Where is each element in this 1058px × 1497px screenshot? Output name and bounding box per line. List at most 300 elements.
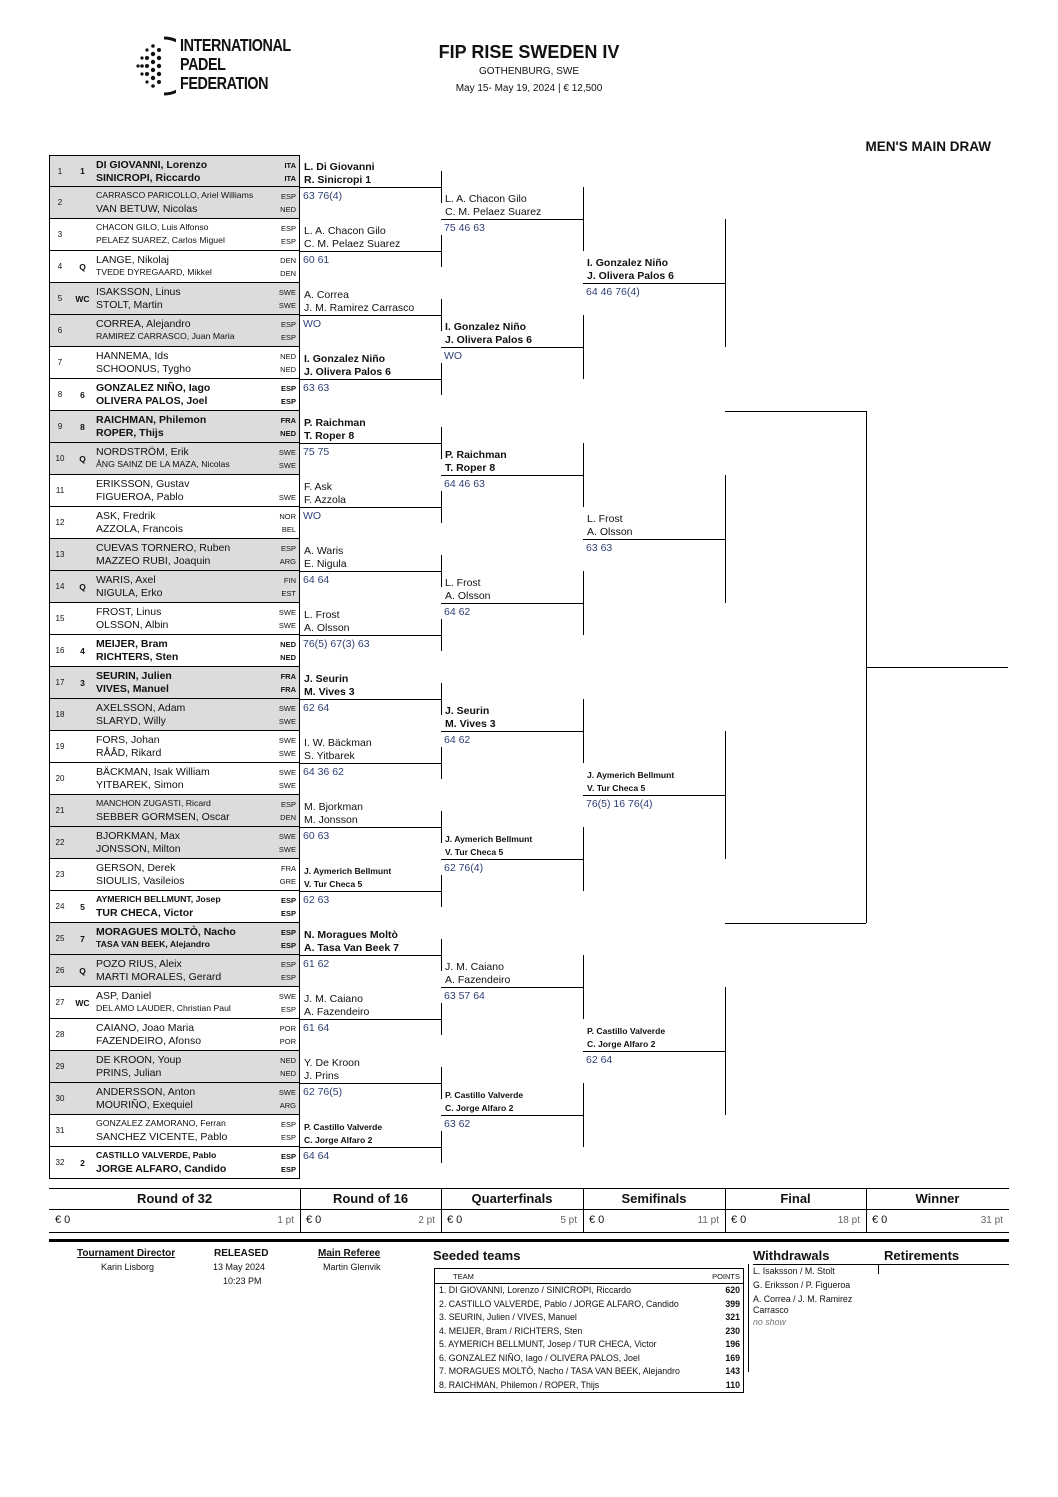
event-dates: May 15- May 19, 2024 | € 12,500	[455, 83, 603, 94]
seed-label	[70, 603, 95, 634]
player-name: AZZOLA, Francois	[96, 523, 183, 535]
bracket-line	[583, 1083, 584, 1147]
draw-row	[49, 315, 300, 347]
winner-name: J. Aymerich Bellmunt	[445, 834, 533, 844]
director-name: Karin Lisborg	[101, 1262, 155, 1272]
seed-label	[70, 187, 95, 218]
bracket-line	[583, 315, 584, 379]
player-name: RICHTERS, Sten	[96, 651, 179, 663]
winner-name: V. Tur Checa 5	[304, 879, 363, 889]
ipf-logo	[128, 34, 298, 98]
player-nation: SWE	[278, 288, 296, 297]
winner-name: F. Ask	[304, 481, 333, 493]
winner-name: J. Aymerich Bellmunt	[587, 770, 675, 780]
player-name: MARTI MORALES, Gerard	[96, 971, 222, 983]
bracket-line	[583, 539, 725, 540]
player-nation: ESP	[280, 909, 296, 918]
seed-label: Q	[79, 453, 86, 464]
player-name: CASTILLO VALVERDE, Pablo	[96, 1150, 217, 1160]
player-nation: ESP	[280, 1152, 296, 1161]
bracket-line	[441, 1115, 583, 1116]
winner-name: V. Tur Checa 5	[445, 847, 504, 857]
winner-name: C. Jorge Alfaro 2	[587, 1039, 656, 1049]
winner-name: A. Olsson	[304, 622, 350, 634]
seeded-team: 6. GONZALEZ NIÑO, Iago / OLIVERA PALOS, Joel	[439, 1352, 640, 1363]
player-name: SANCHEZ VICENTE, Pablo	[96, 1131, 228, 1143]
player-nation: DEN	[280, 256, 296, 265]
seed-label	[70, 315, 95, 346]
winner-name: A. Tasa Van Beek 7	[304, 942, 399, 954]
player-name: HANNEMA, Ids	[96, 350, 169, 362]
withdrawal-item: Carrasco	[753, 1305, 789, 1315]
player-nation: FRA	[281, 864, 296, 873]
winner-name: J. Olivera Palos 6	[445, 334, 532, 346]
director-label: Tournament Director	[77, 1248, 176, 1259]
footer-divider	[49, 1239, 1009, 1242]
seed-label	[70, 795, 95, 826]
seeded-team: 5. AYMERICH BELLMUNT, Josep / TUR CHECA, Victor	[439, 1339, 657, 1349]
winner-name: R. Sinicropi 1	[304, 174, 372, 186]
player-name: OLIVERA PALOS, Joel	[96, 395, 208, 407]
seed-label	[70, 763, 95, 794]
player-name: CORREA, Alejandro	[96, 318, 191, 330]
player-name: TASA VAN BEEK, Alejandro	[96, 939, 210, 949]
seeded-row	[435, 1311, 743, 1325]
match-score: 62 76(4)	[444, 862, 484, 874]
draw-position: 32	[55, 1158, 65, 1167]
bracket-line	[441, 235, 442, 267]
winner-name: P. Castillo Valverde	[587, 1026, 666, 1036]
draw-position: 21	[55, 806, 65, 815]
winner-name: M. Vives 3	[445, 718, 496, 730]
draw-row	[49, 859, 300, 891]
seeded-table	[434, 1268, 744, 1393]
seeded-row	[435, 1284, 743, 1298]
seeded-points: 230	[725, 1325, 740, 1336]
seed-label: Q	[79, 581, 86, 592]
match-score: 60 61	[303, 254, 330, 266]
draw-row	[49, 763, 300, 795]
bracket-line	[441, 427, 442, 459]
seeded-points: 196	[725, 1339, 740, 1349]
padel-ball-icon	[128, 34, 176, 98]
player-nation: NED	[280, 1069, 296, 1078]
player-name: VAN BETUW, Nicolas	[96, 203, 198, 215]
player-nation: NED	[280, 429, 296, 438]
draw-row	[49, 539, 300, 571]
seed-label	[70, 539, 95, 570]
player-nation: NED	[280, 640, 296, 649]
round-header: Round of 32	[49, 1188, 300, 1210]
match-score: 64 62	[444, 606, 471, 618]
draw-position: 6	[57, 326, 63, 335]
bracket-line	[725, 987, 726, 1115]
player-nation: ESP	[280, 973, 296, 982]
draw-row	[49, 283, 300, 315]
player-nation: NED	[280, 653, 296, 662]
player-name: ASK, Fredrik	[96, 510, 156, 522]
bracket-line	[300, 1147, 441, 1148]
round-prize: € 0	[447, 1214, 463, 1226]
seed-label: WC	[75, 997, 90, 1008]
winner-name: L. Frost	[445, 577, 481, 589]
player-name: RÅÅD, Rikard	[96, 747, 162, 759]
player-nation: ESP	[280, 397, 296, 406]
round-prize: € 0	[589, 1214, 605, 1226]
match-score: WO	[303, 510, 322, 522]
player-nation: FRA	[280, 416, 296, 425]
player-nation: ESP	[280, 333, 296, 342]
player-name: DEL AMO LAUDER, Christian Paul	[96, 1003, 231, 1013]
bracket-line	[866, 667, 1008, 668]
player-nation: POR	[279, 1037, 296, 1046]
seeded-team: 8. RAICHMAN, Philemon / ROPER, Thijs	[439, 1379, 600, 1390]
bracket-line	[441, 731, 583, 732]
bracket-line	[300, 1019, 441, 1020]
event-title: FIP RISE SWEDEN IV	[438, 42, 620, 62]
winner-name: M. Bjorkman	[304, 801, 363, 813]
winner-name: L. Di Giovanni	[304, 161, 375, 173]
bracket-line	[725, 475, 726, 603]
player-name: RAICHMAN, Philemon	[96, 414, 207, 426]
draw-row	[49, 1083, 300, 1115]
player-nation: ESP	[280, 192, 296, 201]
player-nation: ESP	[280, 800, 296, 809]
match-score: 63 63	[586, 542, 613, 554]
draw-row	[49, 379, 300, 411]
seeded-points: 110	[725, 1379, 740, 1390]
player-nation: SWE	[278, 493, 296, 502]
seeded-row	[435, 1379, 743, 1393]
player-nation: ESP	[280, 1165, 296, 1174]
seed-label	[70, 1083, 95, 1114]
bracket-line	[583, 795, 725, 796]
match-score: 63 57 64	[444, 990, 485, 1002]
player-name: TVEDE DYREGAARD, Mikkel	[96, 267, 212, 277]
seed-label	[70, 347, 95, 378]
player-nation: ESP	[280, 384, 296, 393]
bracket-line	[441, 555, 442, 587]
bracket-line	[583, 955, 584, 1019]
seeded-points: 399	[725, 1298, 740, 1309]
logo-line-1: INTERNATIONAL	[180, 35, 291, 55]
player-nation: ESP	[280, 1133, 296, 1142]
referee-label: Main Referee	[318, 1248, 381, 1259]
draw-row	[49, 635, 300, 667]
winner-name: C. M. Pelaez Suarez	[304, 238, 401, 250]
winner-name: I. Gonzalez Niño	[304, 353, 386, 365]
player-name: ANDERSSON, Anton	[96, 1086, 196, 1098]
seed-label: 4	[80, 645, 85, 656]
winner-name: M. Jonsson	[304, 814, 358, 826]
player-name: POZO RIUS, Aleix	[96, 958, 182, 970]
winner-name: A. Fazendeiro	[445, 974, 511, 986]
seed-label	[70, 827, 95, 858]
seed-label: 1	[80, 166, 85, 176]
seeded-team: 4. MEIJER, Bram / RICHTERS, Sten	[439, 1325, 583, 1336]
bracket-line	[725, 731, 726, 859]
winner-name: A. Olsson	[445, 590, 491, 602]
player-name: CHACON GILO, Luis Alfonso	[96, 222, 209, 232]
match-score: 62 64	[303, 702, 330, 714]
match-score: 62 64	[586, 1054, 613, 1066]
player-name: SINICROPI, Riccardo	[96, 172, 201, 184]
bracket-line	[441, 171, 442, 203]
match-score: 63 63	[303, 382, 330, 394]
player-name: JONSSON, Milton	[96, 843, 181, 855]
player-nation: SWE	[278, 736, 296, 745]
player-nation: SWE	[278, 717, 296, 726]
draw-row	[49, 411, 300, 443]
event-location: GOTHENBURG, SWE	[478, 66, 579, 77]
match-score: 64 64	[303, 574, 330, 586]
draw-position: 27	[55, 998, 65, 1007]
bracket-line	[725, 923, 866, 924]
player-name: MOURIÑO, Exequiel	[96, 1099, 193, 1111]
seeded-team: 2. CASTILLO VALVERDE, Pablo / JORGE ALFARO, Candido	[439, 1298, 679, 1309]
winner-name: I. Gonzalez Niño	[587, 257, 669, 269]
seeded-row	[435, 1338, 743, 1352]
winner-name: J. Seurin	[304, 673, 349, 685]
winner-name: P. Raichman	[445, 449, 507, 461]
draw-row	[49, 571, 300, 603]
player-nation: NED	[280, 352, 296, 361]
bracket-line	[583, 571, 584, 635]
bracket-line	[725, 219, 726, 347]
player-nation: GRE	[279, 877, 296, 886]
player-nation: ESP	[280, 1005, 296, 1014]
bracket-line	[441, 939, 442, 971]
seeded-row	[435, 1365, 743, 1379]
draw-row	[49, 795, 300, 827]
bracket-line	[583, 827, 584, 891]
player-name: CUEVAS TORNERO, Ruben	[96, 542, 231, 554]
match-score: 64 62	[444, 734, 471, 746]
player-nation: NED	[280, 1056, 296, 1065]
winner-name: F. Azzola	[304, 494, 347, 506]
match-score: 62 63	[303, 894, 330, 906]
seed-label: 8	[80, 421, 85, 432]
draw-position: 18	[55, 710, 65, 719]
draw-position: 2	[57, 198, 63, 207]
draw-position: 25	[55, 934, 65, 943]
match-score: 63 76(4)	[303, 190, 343, 202]
round-separator	[866, 1188, 867, 1233]
bracket-line	[300, 571, 441, 572]
draw-position: 3	[57, 230, 63, 239]
bracket-line	[441, 683, 442, 715]
bracket-line	[300, 955, 441, 956]
seed-label: 3	[80, 677, 85, 688]
bracket-line	[441, 219, 583, 220]
player-nation: POR	[279, 1024, 296, 1033]
draw-row	[49, 827, 300, 859]
player-nation: FRA	[280, 672, 296, 681]
match-score: 76(5) 67(3) 63	[303, 638, 370, 650]
withdrawals-title: Withdrawals	[753, 1248, 830, 1263]
player-name: NIGULA, Erko	[96, 587, 163, 599]
retirements-divider	[878, 1264, 879, 1274]
winner-name: C. Jorge Alfaro 2	[445, 1103, 514, 1113]
seeded-points: 143	[725, 1366, 740, 1376]
player-nation: ESP	[280, 928, 296, 937]
seeded-row	[435, 1352, 743, 1366]
match-score: 63 62	[444, 1118, 471, 1130]
player-nation: ESP	[280, 960, 296, 969]
seeded-points: 321	[725, 1312, 740, 1322]
player-name: STOLT, Martin	[96, 299, 163, 311]
bracket-line	[300, 891, 441, 892]
player-name: LANGE, Nikolaj	[96, 254, 169, 266]
draw-position: 17	[55, 678, 65, 687]
seed-label: Q	[79, 261, 86, 272]
player-name: BJORKMAN, Max	[96, 830, 181, 842]
winner-name: P. Raichman	[304, 417, 366, 429]
seed-label	[70, 475, 95, 506]
winner-name: C. M. Pelaez Suarez	[445, 206, 542, 218]
player-nation: SWE	[278, 1088, 296, 1097]
winner-name: J. Olivera Palos 6	[587, 270, 674, 282]
draw-position: 11	[55, 486, 65, 495]
round-prize: € 0	[731, 1214, 747, 1226]
round-points: 1 pt	[277, 1215, 294, 1226]
draw-position: 24	[55, 902, 65, 911]
bracket-line	[300, 763, 441, 764]
bracket-line	[441, 747, 442, 779]
winner-name: J. Prins	[304, 1070, 340, 1082]
player-name: GERSON, Derek	[96, 862, 176, 874]
withdrawals-underline	[753, 1264, 1009, 1265]
bracket-line	[441, 363, 442, 395]
seed-label	[70, 219, 95, 250]
round-separator	[725, 1188, 726, 1233]
match-score: 64 46 76(4)	[586, 286, 640, 298]
winner-name: V. Tur Checa 5	[587, 783, 646, 793]
seed-label: 5	[80, 901, 85, 912]
draw-row	[49, 699, 300, 731]
player-nation: FIN	[283, 576, 296, 585]
seed-label: 2	[80, 1157, 85, 1168]
player-name: CAIANO, Joao Maria	[96, 1022, 195, 1034]
player-nation: SWE	[278, 461, 296, 470]
match-score: 64 36 62	[303, 766, 344, 778]
player-name: GONZALEZ NIÑO, Iago	[96, 382, 211, 394]
player-name: FROST, Linus	[96, 606, 162, 618]
player-name: ROPER, Thijs	[96, 427, 164, 439]
no-show-note: no show	[753, 1317, 786, 1327]
player-name: PRINS, Julian	[96, 1067, 162, 1079]
match-score: 64 64	[303, 1150, 330, 1162]
withdrawal-item: A. Correa / J. M. Ramirez	[753, 1294, 853, 1304]
bracket-line	[300, 379, 441, 380]
draw-row	[49, 603, 300, 635]
player-nation: BEL	[281, 525, 296, 534]
player-nation: FRA	[280, 685, 296, 694]
draw-position: 13	[55, 550, 65, 559]
released-date: 13 May 2024	[213, 1262, 266, 1272]
referee-name: Martin Glenvik	[323, 1262, 381, 1272]
draw-position: 8	[57, 390, 63, 399]
round-header: Winner	[866, 1188, 1009, 1210]
winner-name: A. Correa	[304, 289, 349, 301]
logo-line-3: FEDERATION	[180, 73, 269, 93]
withdrawals-divider	[748, 1264, 749, 1372]
draw-row	[49, 443, 300, 475]
player-name: ISAKSSON, Linus	[96, 286, 181, 298]
match-score: 61 62	[303, 958, 330, 970]
draw-row	[49, 1051, 300, 1083]
winner-name: J. Aymerich Bellmunt	[304, 866, 392, 876]
winner-name: J. Seurin	[445, 705, 490, 717]
bracket-line	[441, 1067, 442, 1099]
bracket-line	[300, 251, 441, 252]
draw-position: 1	[57, 166, 63, 176]
player-nation: SWE	[278, 749, 296, 758]
player-nation: NOR	[279, 512, 296, 521]
match-score: WO	[303, 318, 322, 330]
player-name: SCHOONUS, Tygho	[96, 363, 191, 375]
round-points: 5 pt	[560, 1215, 577, 1226]
bracket-line	[300, 1083, 441, 1084]
bracket-line	[300, 635, 441, 636]
player-name: WARIS, Axel	[96, 574, 156, 586]
draw-position: 26	[55, 966, 65, 975]
bracket-line	[441, 859, 583, 860]
player-name: NORDSTRÖM, Erik	[96, 446, 189, 458]
bracket-line	[725, 411, 866, 412]
draw-row	[49, 1019, 300, 1051]
player-name: VIVES, Manuel	[96, 683, 169, 695]
draw-row	[49, 475, 300, 507]
seed-label	[70, 859, 95, 890]
draw-row	[49, 1115, 300, 1147]
match-score: 62 76(5)	[303, 1086, 343, 1098]
bracket-line	[300, 315, 441, 316]
winner-name: L. Frost	[304, 609, 340, 621]
draw-row	[49, 1147, 300, 1179]
player-name: CARRASCO PARICOLLO, Ariel Williams	[96, 190, 254, 200]
winner-name: J. M. Ramirez Carrasco	[304, 302, 415, 314]
winner-name: J. M. Caiano	[304, 993, 363, 1005]
seeded-points: 169	[725, 1352, 740, 1363]
player-nation: SWE	[278, 845, 296, 854]
winner-name: E. Nigula	[304, 558, 347, 570]
player-nation: NED	[280, 205, 296, 214]
match-score: 75 46 63	[444, 222, 485, 234]
draw-row	[49, 219, 300, 251]
player-name: MANCHON ZUGASTI, Ricard	[96, 798, 211, 808]
bracket-line	[300, 699, 441, 700]
seed-label: Q	[79, 965, 86, 976]
draw-row	[49, 507, 300, 539]
player-nation: ESP	[280, 320, 296, 329]
bracket-line	[441, 875, 442, 907]
player-nation: ESP	[280, 1120, 296, 1129]
released-time: 10:23 PM	[223, 1276, 262, 1286]
player-nation: SWE	[278, 832, 296, 841]
match-score: WO	[444, 350, 463, 362]
player-name: ERIKSSON, Gustav	[96, 478, 190, 490]
player-nation: SWE	[278, 448, 296, 457]
match-score: 75 75	[303, 446, 330, 458]
player-nation: ITA	[284, 174, 296, 183]
bracket-line	[441, 475, 583, 476]
round-header: Quarterfinals	[441, 1188, 583, 1210]
match-score: 60 63	[303, 830, 330, 842]
player-name: SEBBER GORMSEN, Oscar	[96, 811, 230, 823]
player-name: TUR CHECA, Victor	[96, 907, 194, 919]
player-name: AYMERICH BELLMUNT, Josep	[96, 894, 221, 904]
